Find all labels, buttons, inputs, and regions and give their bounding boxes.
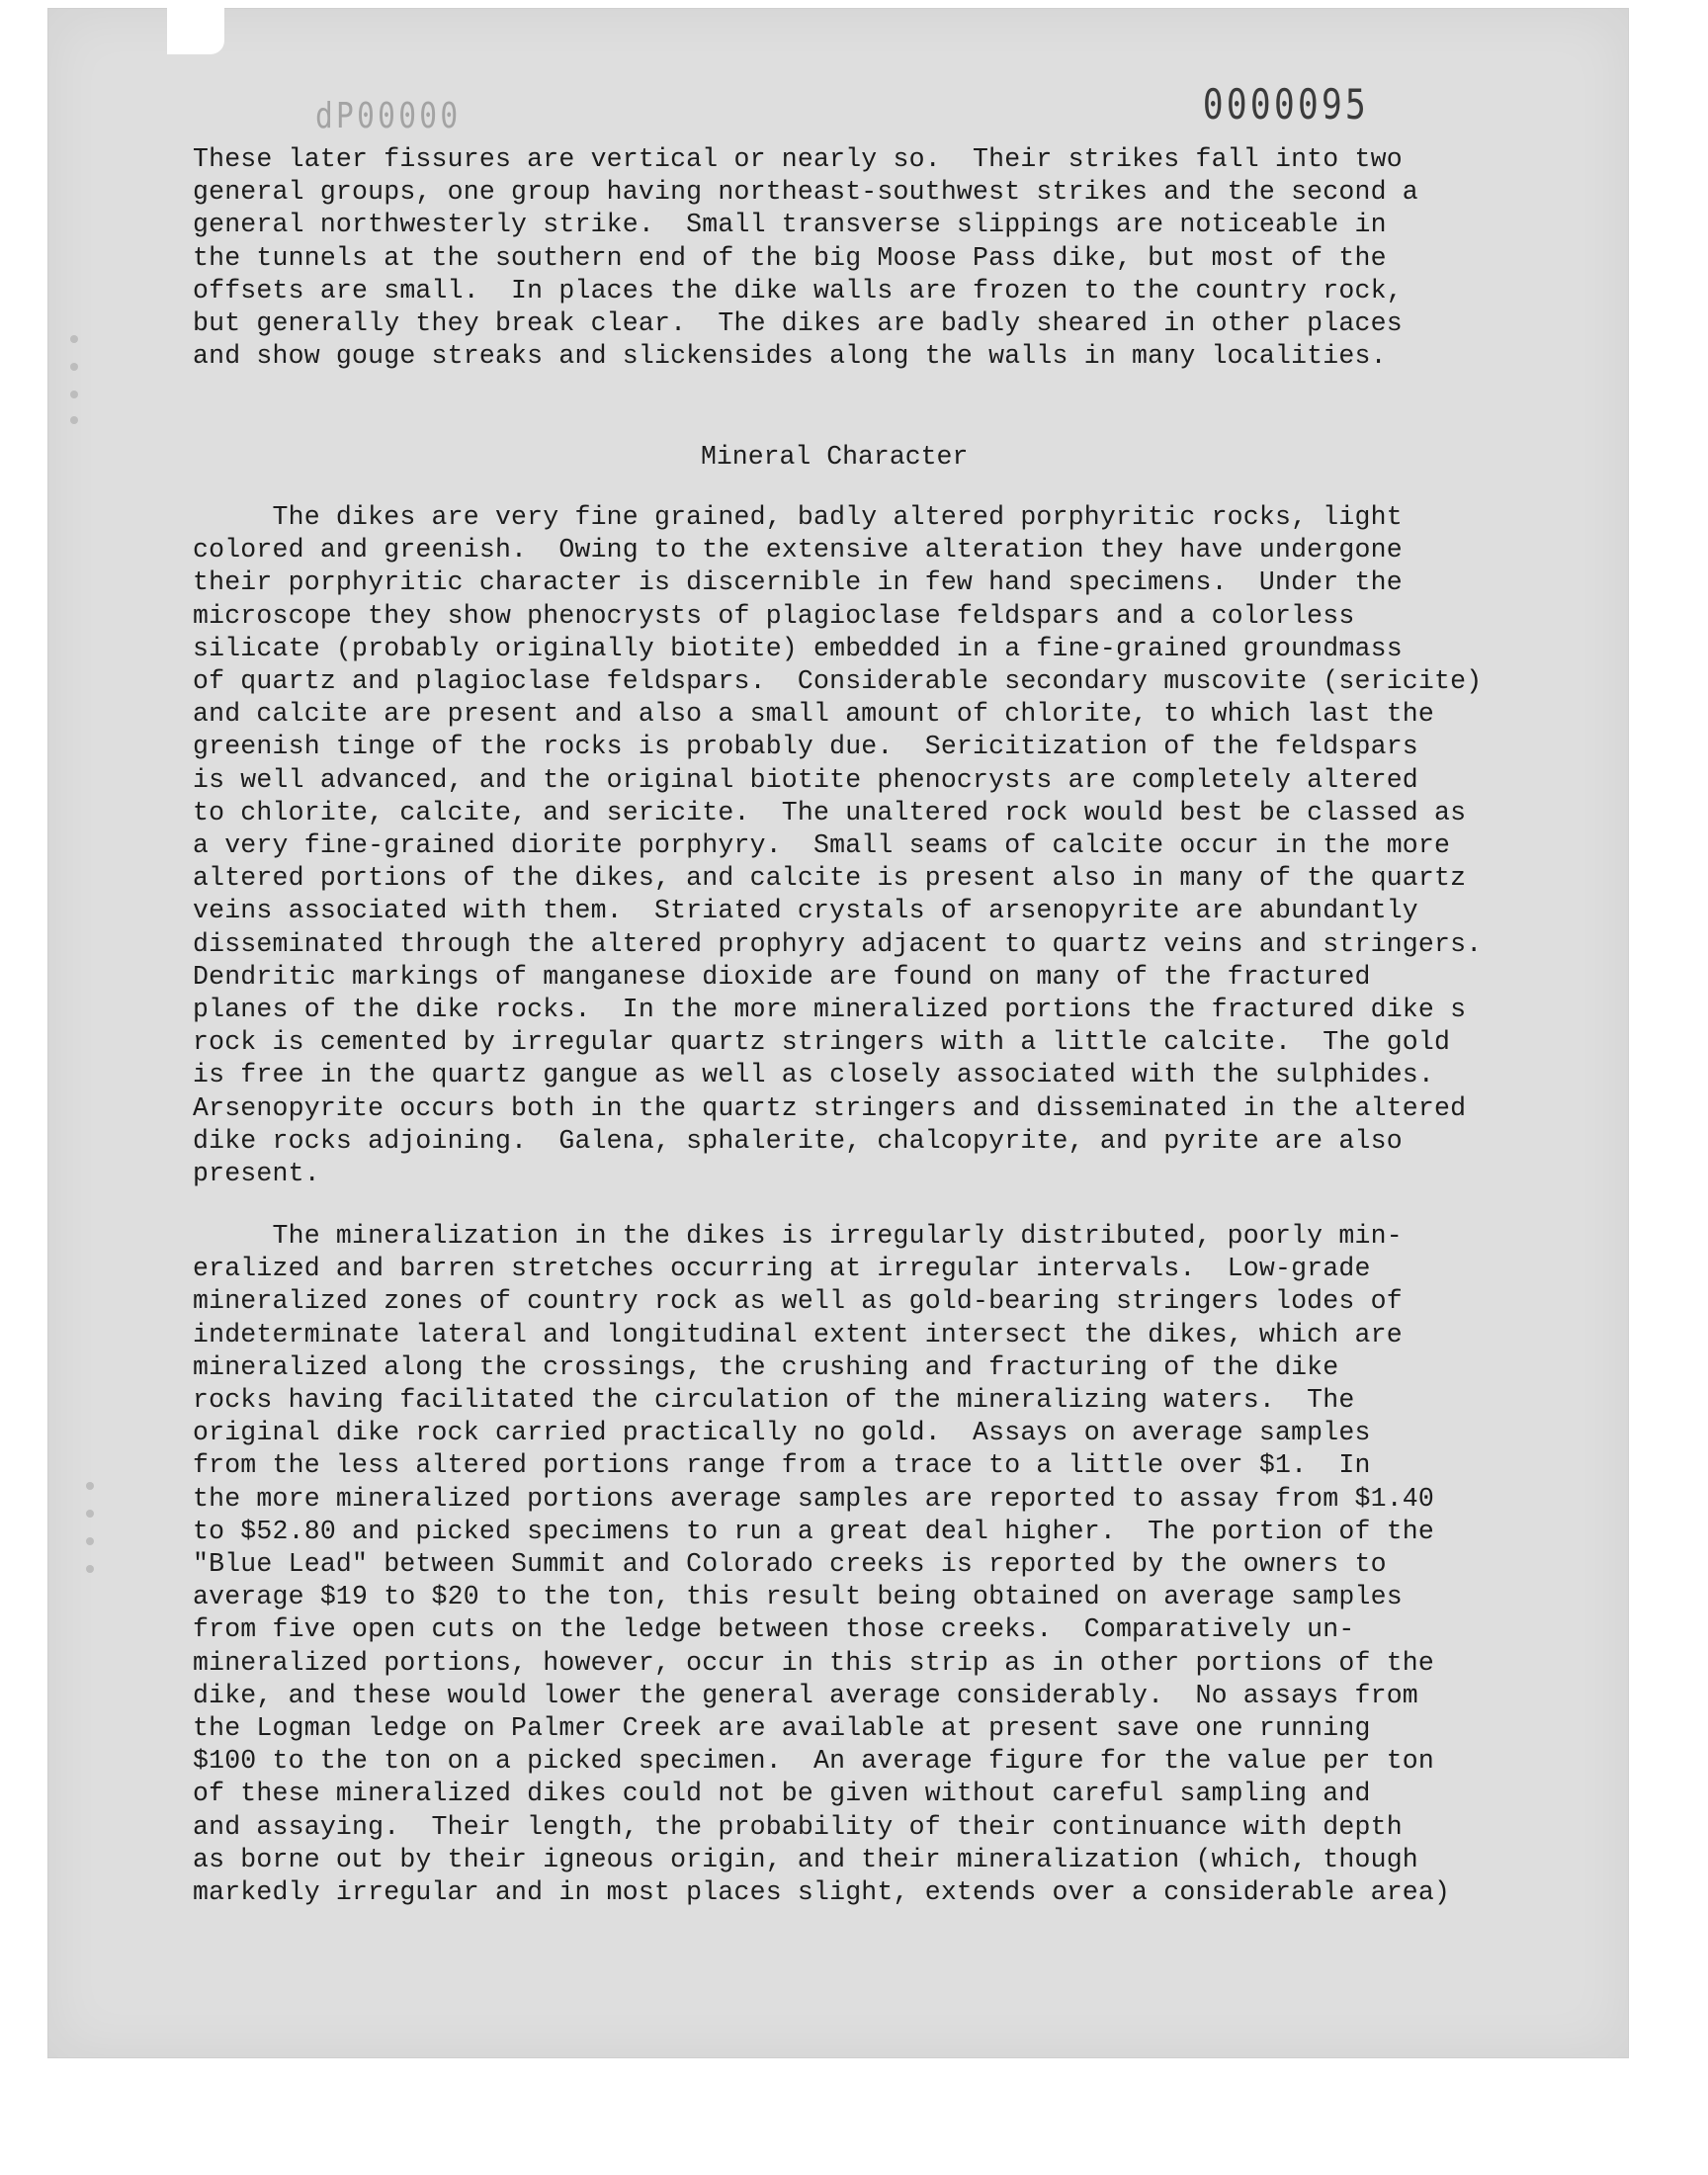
document-stamp-left: dP00000	[315, 96, 462, 136]
binding-hole-mark	[70, 363, 78, 371]
binding-hole-mark	[86, 1565, 94, 1573]
paragraph-mineral-character: The dikes are very fine grained, badly altered porphyritic rocks, light colored and greenish. Owing to the extensive alteration they have undergone their porphyritic character is discernible in few hand specimens. Under the microscope they show phenocrysts of plagioclase feldspars and a colorless silicate (probably originally biotite) embedded in a fine-grained groundmass of quartz and plagioclase feldspars. Considerable secondary muscovite (sericite) and calcite are present and also a small amount of chlorite, to which last the greenish tinge of the rocks is probably due. Sericitization of the feldspars is well advanced, and the original biotite phenocrysts are completely altered to chlorite, calcite, and sericite. The unaltered rock would best be classed as a very fine-grained diorite porphyry. Small seams of calcite occur in the more altered portions of the dikes, and calcite is present also in many of the quartz veins associated with them. Striated crystals of arsenopyrite are abundantly disseminated through the altered prophyry adjacent to quartz veins and stringers. Dendritic markings of manganese dioxide are found on many of the fractured planes of the dike rocks. In the more mineralized portions the fractured dike s rock is cemented by irregular quartz stringers with a little calcite. The gold is free in the quartz gangue as well as closely associated with the sulphides. Arsenopyrite occurs both in the quartz stringers and disseminated in the altered dike rocks adjoining. Galena, sphalerite, chalcopyrite, and pyrite are also present.	[193, 502, 1483, 1189]
binding-hole-mark	[86, 1510, 94, 1518]
binding-hole-mark	[86, 1482, 94, 1490]
page-number-stamp: 0000095	[1202, 80, 1369, 129]
binding-hole-mark	[86, 1537, 94, 1545]
paragraph-fissures: These later fissures are vertical or nearly so. Their strikes fall into two general groups, one group having northeast-southwest strikes and the second a general northwesterly strike. Small transverse slippings are noticeable in the tunnels at the southern end of the big Moose Pass dike, but most of the offsets are small. In places the dike walls are frozen to the country rock, but generally they break clear. The dikes are badly sheared in other places and show gouge streaks and slickensides along the walls in many localities.	[193, 144, 1418, 372]
torn-corner	[167, 7, 224, 54]
binding-hole-mark	[70, 335, 78, 343]
paragraph-mineralization: The mineralization in the dikes is irregularly distributed, poorly min- eralized and barren stretches occurring at irregular intervals. Low-grade mineralized zones of country rock as well as gold-bearing stringers lodes of indeterminate lateral and longitudinal extent intersect the dikes, which are mineralized along the crossings, the crushing and fracturing of the dike rocks having facilitated the circulation of the mineralizing waters. The original dike rock carried practically no gold. Assays on average samples from the less altered portions range from a trace to a little over $1. In the more mineralized portions average samples are reported to assay from $1.40 to $52.80 and picked specimens to run a great deal higher. The portion of the "Blue Lead" between Summit and Colorado creeks is reported by the owners to average $19 to $20 to the ton, this result being obtained on average samples from five open cuts on the ledge between those creeks. Comparatively un- mineralized portions, however, occur in this strip as in other portions of the dike, and these would lower the general average considerably. No assays from the Logman ledge on Palmer Creek are available at present save one running $100 to the ton on a picked specimen. An average figure for the value per ton of these mineralized dikes could not be given without careful sampling and and assaying. Their length, the probability of their continuance with depth as borne out by their igneous origin, and their mineralization (which, though markedly irregular and in most places slight, extends over a considerable area)	[193, 1221, 1451, 1908]
binding-hole-mark	[70, 391, 78, 398]
binding-hole-mark	[70, 416, 78, 424]
section-heading: Mineral Character	[701, 442, 969, 472]
scanned-page	[47, 8, 1629, 2058]
